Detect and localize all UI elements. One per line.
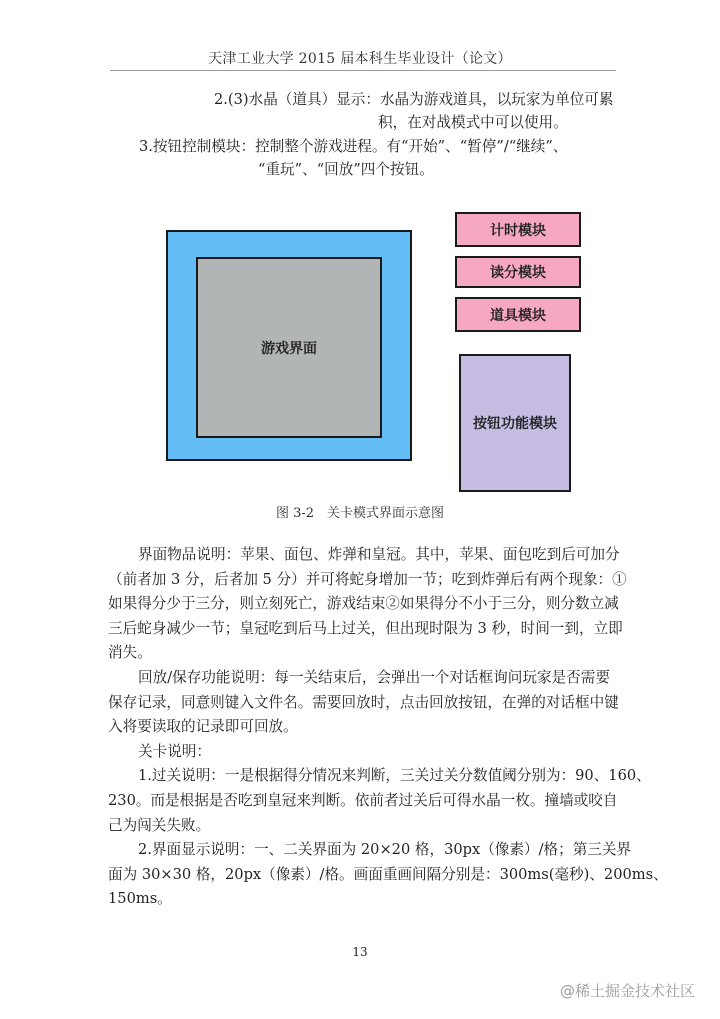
watermark: @稀土掘金技术社区 <box>560 982 696 1000</box>
paragraph-line: 1.过关说明：一是根据得分情况来判断，三关过关分数值阈分别为：90、160、 <box>138 767 651 785</box>
paragraph-line: 230。而是根据是否吃到皇冠来判断。依前者过关后可得水晶一枚。撞墙或咬自 <box>108 791 618 809</box>
figure-caption: 图 3-2 关卡模式界面示意图 <box>275 506 445 521</box>
paragraph-line: 三后蛇身减少一节；皇冠吃到后马上过关，但出现时限为 3 秒，时间一到，立即 <box>108 619 623 637</box>
paragraph-line: 150ms。 <box>108 890 172 908</box>
timer-module-box <box>455 212 581 247</box>
paragraph-line: 己为闯关失败。 <box>108 816 211 834</box>
paragraph-line: （前者加 3 分，后者加 5 分）并可将蛇身增加一节；吃到炸弹后有两个现象：① <box>108 570 627 588</box>
game-area-box <box>196 257 382 438</box>
header-rule <box>110 70 616 71</box>
button-module-label: 按钮功能模块 <box>473 416 557 432</box>
level-heading: 关卡说明： <box>138 742 211 760</box>
list-item-3-line1: 3.按钮控制模块：控制整个游戏进程。有“开始”、“暂停”/“继续”、 <box>139 138 568 155</box>
paragraph-line: 2.界面显示说明：一、二关界面为 20×20 格，30px（像素）/格；第三关界 <box>138 841 632 859</box>
paragraph-line: 回放/保存功能说明：每一关结束后，会弹出一个对话框询问玩家是否需要 <box>138 668 610 686</box>
paragraph-line: 界面物品说明：苹果、面包、炸弹和皇冠。其中，苹果、面包吃到后可加分 <box>138 546 620 563</box>
running-header: 天津工业大学 2015 届本科生毕业设计（论文） <box>208 51 512 67</box>
list-item-3-line2: “重玩”、“回放”四个按钮。 <box>258 161 434 178</box>
paragraph-line: 保存记录，同意则键入文件名。需要回放时，点击回放按钮，在弹的对话框中键 <box>108 693 619 711</box>
button-module-box <box>459 354 571 492</box>
paragraph-line: 面为 30×30 格，20px（像素）/格。画面重画间隔分别是：300ms(毫秒)、200ms、 <box>108 865 668 883</box>
list-item-2-3-line2: 积，在对战模式中可以使用。 <box>378 114 568 131</box>
paragraph-line: 入将要读取的记录即可回放。 <box>108 718 298 736</box>
score-module-label: 读分模块 <box>490 265 546 281</box>
paragraph-line: 消失。 <box>108 644 152 662</box>
items-paragraph <box>108 543 668 912</box>
score-module-box <box>455 256 581 288</box>
item-module-label: 道具模块 <box>490 307 546 324</box>
game-area-label: 游戏界面 <box>261 340 317 357</box>
paragraph-line: 如果得分少于三分，则立刻死亡，游戏结束②如果得分不小于三分，则分数立减 <box>108 595 619 613</box>
timer-module-label: 计时模块 <box>490 222 546 239</box>
item-module-box <box>455 297 581 332</box>
list-item-2-3-line1: 2.(3)水晶（道具）显示：水晶为游戏道具，以玩家为单位可累 <box>214 91 614 108</box>
page-number: 13 <box>352 945 368 959</box>
